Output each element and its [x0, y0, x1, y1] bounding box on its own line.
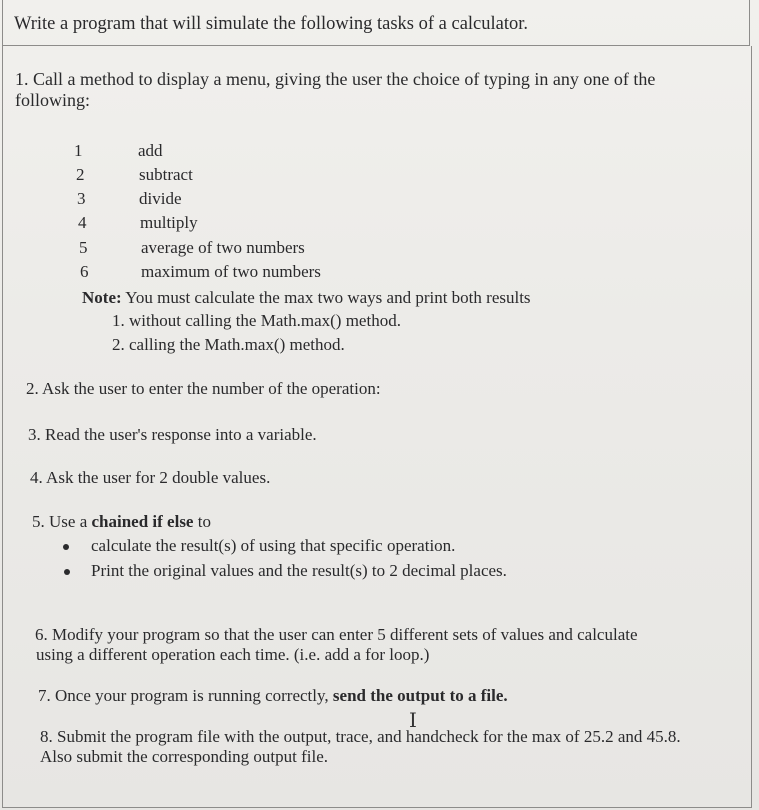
- menu-label: maximum of two numbers: [141, 262, 321, 281]
- menu-label: subtract: [139, 165, 193, 184]
- menu-label: add: [138, 141, 163, 160]
- note-text: You must calculate the max two ways and print both results: [121, 288, 531, 307]
- text-cursor-icon: I: [409, 708, 417, 732]
- menu-number: 6: [80, 262, 89, 281]
- bullet-icon: [63, 544, 69, 550]
- step-2: 2. Ask the user to enter the number of the operation:: [26, 379, 381, 398]
- note-item: 2. calling the Math.max() method.: [112, 335, 345, 354]
- step-1-line-1: 1. Call a method to display a menu, giving the user the choice of typing in any one of the: [15, 69, 656, 89]
- page-title: Write a program that will simulate the following tasks of a calculator.: [14, 14, 529, 34]
- step-6-line-1: 6. Modify your program so that the user can enter 5 different sets of values and calculate: [35, 625, 638, 644]
- bullet-item: Print the original values and the result(s) to 2 decimal places.: [91, 561, 507, 580]
- menu-number: 5: [79, 238, 88, 257]
- menu-number: 1: [74, 141, 83, 160]
- menu-label: average of two numbers: [141, 238, 305, 257]
- step-4: 4. Ask the user for 2 double values.: [30, 468, 271, 487]
- step-1-line-2: following:: [15, 90, 90, 110]
- menu-label: divide: [139, 189, 182, 208]
- bullet-item: calculate the result(s) of using that specific operation.: [91, 536, 456, 555]
- step-7-bold: send the output to a file.: [332, 686, 508, 705]
- step-8-line-2: Also submit the corresponding output file.: [40, 747, 329, 766]
- note-label: Note:: [82, 288, 122, 307]
- step-3: 3. Read the user's response into a variable.: [28, 425, 317, 444]
- step-5-prefix: 5. Use a: [32, 512, 92, 531]
- step-7: [38, 686, 508, 706]
- step-7-prefix: 7. Once your program is running correctly,: [38, 686, 333, 705]
- step-5: [32, 512, 211, 532]
- step-8-line-1: 8. Submit the program file with the output, trace, and handcheck for the max of 25.2 and 45.8.: [40, 727, 681, 746]
- note-item: 1. without calling the Math.max() method.: [112, 311, 401, 330]
- bullet-icon: [64, 569, 70, 575]
- step-5-bold: chained if else: [91, 512, 194, 531]
- menu-number: 3: [77, 189, 86, 208]
- title-box: [2, 0, 750, 46]
- note-line: [82, 288, 531, 308]
- menu-number: 4: [78, 213, 87, 232]
- step-5-suffix: to: [193, 512, 211, 531]
- step-6-line-2: using a different operation each time. (i.e. add a for loop.): [36, 645, 430, 664]
- menu-label: multiply: [140, 213, 198, 232]
- menu-number: 2: [76, 165, 85, 184]
